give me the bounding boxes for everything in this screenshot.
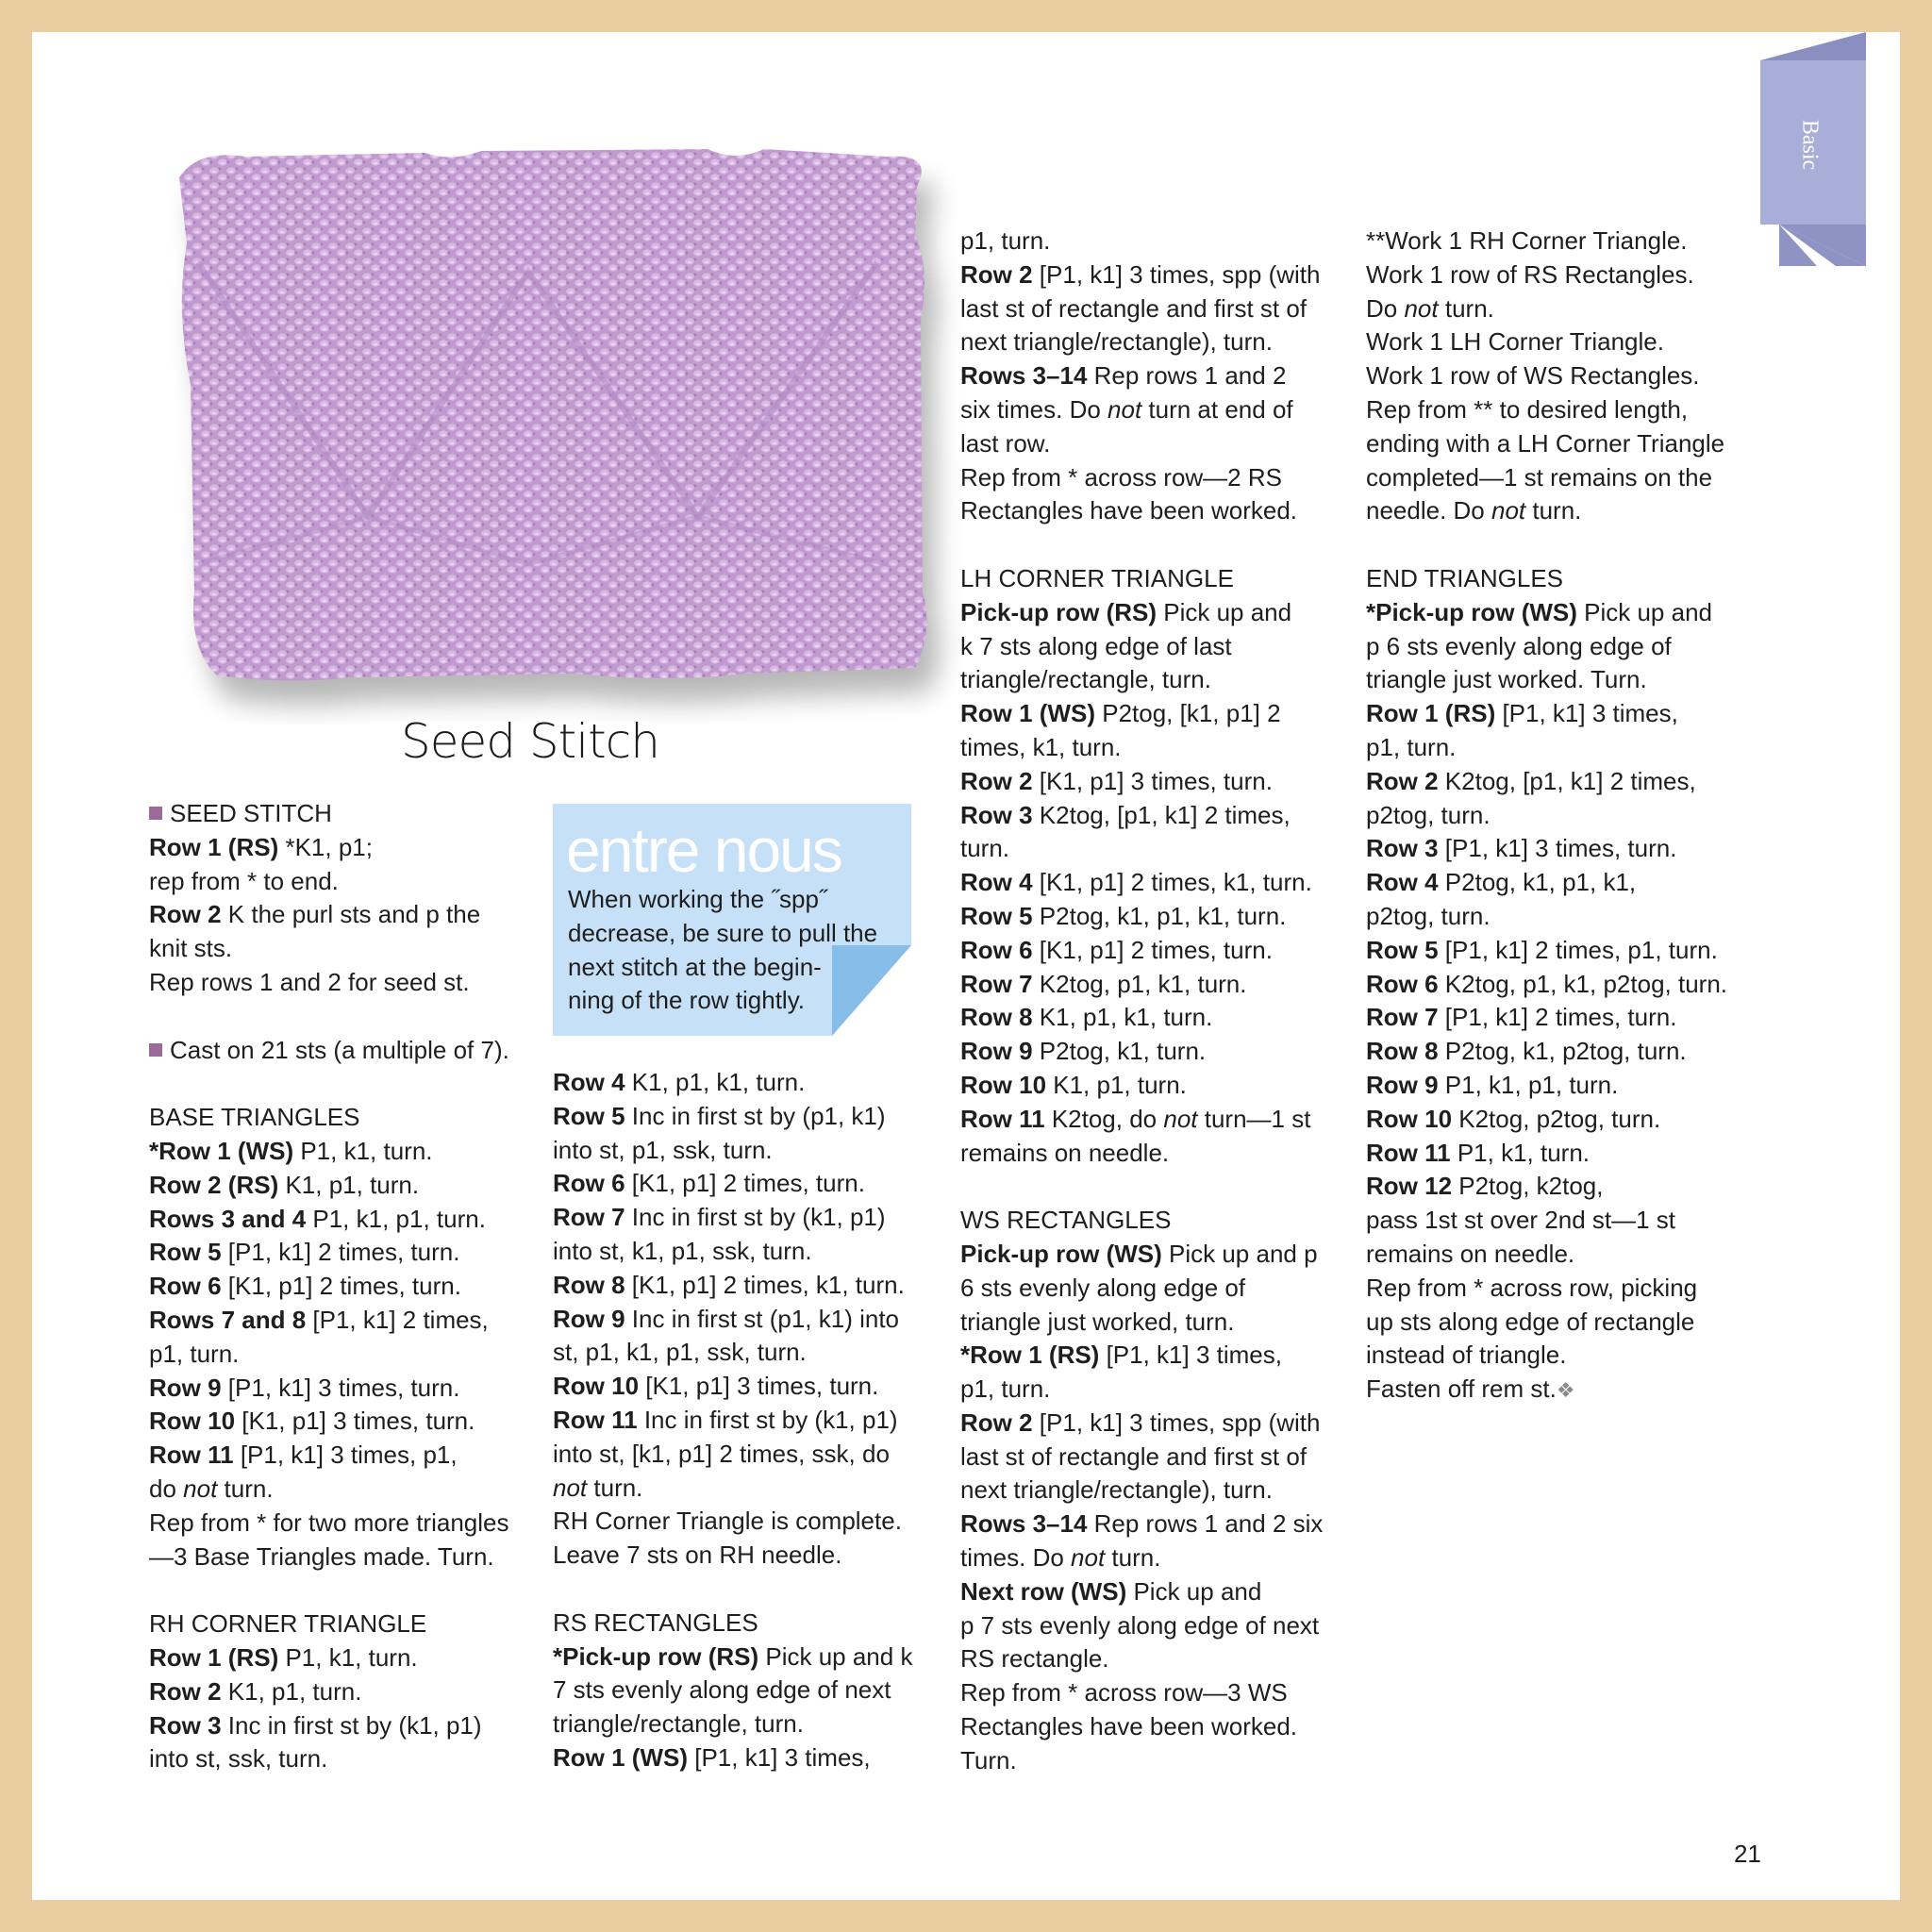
text-line: Row 2 [P1, k1] 3 times, spp (with [960, 1407, 1321, 1437]
text-line: Row 5 [P1, k1] 2 times, p1, turn. [1366, 935, 1718, 964]
text-line: next stitch at the begin- [568, 952, 822, 981]
text-line: Rows 3–14 Rep rows 1 and 2 six [960, 1509, 1324, 1539]
text-line: last row. [960, 428, 1051, 458]
text-line: RH Corner Triangle is complete. [553, 1507, 902, 1536]
bullet-icon [149, 1043, 162, 1057]
text-line: *Row 1 (WS) P1, k1, turn. [149, 1136, 433, 1165]
text-line: ending with a LH Corner Triangle [1366, 428, 1725, 458]
text-line: p1, turn. [149, 1339, 240, 1368]
text-line: Row 2 K1, p1, turn. [149, 1676, 362, 1706]
text-line: six times. Do not turn at end of [960, 394, 1293, 424]
text-line: Row 2 [K1, p1] 3 times, turn. [960, 766, 1273, 795]
text-line: completed—1 st remains on the [1366, 462, 1713, 491]
text-line: Row 1 (WS) P2tog, [k1, p1] 2 [960, 699, 1281, 728]
text-line: into st, k1, p1, ssk, turn. [553, 1236, 812, 1265]
text-line: RS rectangle. [960, 1644, 1109, 1674]
text-line: Rectangles have been worked. [960, 1712, 1298, 1741]
text-line: triangle/rectangle, turn. [553, 1709, 804, 1739]
tab-label: Basic [1797, 119, 1823, 171]
text-line: next triangle/rectangle), turn. [960, 327, 1273, 357]
text-line: Row 8 [K1, p1] 2 times, k1, turn. [553, 1270, 905, 1299]
base-triangles-heading: BASE TRIANGLES [149, 1103, 360, 1132]
text-line: into st, [k1, p1] 2 times, ssk, do [553, 1439, 890, 1468]
text-line: Fasten off rem st.❖ [1366, 1374, 1575, 1404]
text-line: do not turn. [149, 1474, 274, 1503]
text-line: Row 10 K2tog, p2tog, turn. [1366, 1104, 1661, 1133]
text-line: Turn. [960, 1745, 1017, 1774]
text-line: Rectangles have been worked. [960, 496, 1298, 525]
text-line: Rows 3 and 4 P1, k1, p1, turn. [149, 1204, 486, 1233]
pattern-title: Seed Stitch [401, 714, 659, 769]
text-line: Row 1 (RS) P1, k1, turn. [149, 1642, 418, 1672]
text-line: Rep from * across row, picking [1366, 1273, 1698, 1302]
text-line: Row 3 [P1, k1] 3 times, turn. [1366, 834, 1677, 863]
text-line: triangle just worked, turn. [960, 1307, 1235, 1336]
entre-nous-title: entre nous [566, 815, 841, 885]
text-line: Work 1 row of WS Rectangles. [1366, 361, 1700, 391]
text-line: next triangle/rectangle), turn. [960, 1475, 1273, 1505]
text-line: Row 4 [K1, p1] 2 times, k1, turn. [960, 868, 1312, 897]
text-line: Row 4 K1, p1, k1, turn. [553, 1068, 806, 1096]
text-line: p 6 sts evenly along edge of [1366, 631, 1672, 660]
text-line: Pick-up row (WS) Pick up and p [960, 1239, 1318, 1268]
cast-on-line: Cast on 21 sts (a multiple of 7). [149, 1034, 509, 1068]
text-line: times, k1, turn. [960, 732, 1122, 761]
text-line: instead of triangle. [1366, 1341, 1567, 1370]
bullet-icon [149, 807, 162, 820]
text-line: last st of rectangle and first st of [960, 1441, 1307, 1471]
text-line: Row 5 Inc in first st by (p1, k1) [553, 1101, 886, 1130]
rh-corner-triangle-heading: RH CORNER TRIANGLE [149, 1609, 427, 1639]
entre-nous-body [568, 883, 877, 1018]
text-line: Row 11 K2tog, do not turn—1 st [960, 1104, 1311, 1133]
text-line: Row 11 P1, k1, turn. [1366, 1138, 1590, 1167]
text-line: p 7 sts evenly along edge of next [960, 1610, 1320, 1640]
text-line: When working the ˝spp˝ [568, 885, 827, 913]
text-line: p1, turn. [1366, 732, 1457, 761]
text-line: Leave 7 sts on RH needle. [553, 1541, 842, 1570]
text-line: Row 9 [P1, k1] 3 times, turn. [149, 1373, 460, 1402]
text-line: times. Do not turn. [960, 1543, 1161, 1573]
end-triangles-heading: END TRIANGLES [1366, 563, 1564, 592]
text-line: ning of the row tightly. [568, 986, 805, 1015]
text-line: Rep rows 1 and 2 for seed st. [149, 967, 470, 996]
text-line: Row 10 [K1, p1] 3 times, turn. [553, 1372, 879, 1401]
text-line: 7 sts evenly along edge of next [553, 1675, 891, 1705]
page-number: 21 [1734, 1840, 1761, 1868]
text-line: needle. Do not turn. [1366, 496, 1582, 525]
text-line: remains on needle. [1366, 1239, 1575, 1268]
text-line: —3 Base Triangles made. Turn. [149, 1541, 494, 1571]
text-line: Row 7 Inc in first st by (k1, p1) [553, 1203, 886, 1232]
text-line: Row 1 (WS) [P1, k1] 3 times, [553, 1742, 871, 1772]
text-line: p1, turn. [960, 1374, 1051, 1404]
text-line: *Pick-up row (RS) Pick up and k [553, 1641, 913, 1671]
text-line: Row 9 Inc in first st (p1, k1) into [553, 1304, 900, 1333]
text-line: not turn. [553, 1473, 643, 1502]
text-line: decrease, be sure to pull the [568, 918, 878, 947]
text-line: last st of rectangle and first st of [960, 293, 1307, 323]
text-line: triangle just worked. Turn. [1366, 665, 1647, 694]
text-line: Rep from * across row—2 RS [960, 462, 1282, 491]
text-line: Row 5 P2tog, k1, p1, k1, turn. [960, 901, 1287, 930]
column-1 [149, 797, 509, 1776]
text-line: into st, ssk, turn. [149, 1744, 328, 1774]
text-line: Row 7 [P1, k1] 2 times, turn. [1366, 1003, 1677, 1032]
text-line: Row 8 P2tog, k1, p2tog, turn. [1366, 1037, 1687, 1066]
text-line: Row 3 Inc in first st by (k1, p1) [149, 1710, 482, 1740]
text-line: remains on needle. [960, 1138, 1170, 1167]
text-line: Row 2 K2tog, [p1, k1] 2 times, [1366, 766, 1696, 795]
text-line: triangle/rectangle, turn. [960, 665, 1211, 694]
text-line: pass 1st st over 2nd st—1 st [1366, 1206, 1676, 1235]
text-line: up sts along edge of rectangle [1366, 1307, 1695, 1336]
text-line: Row 11 [P1, k1] 3 times, p1, [149, 1441, 458, 1470]
text-line: Row 9 P1, k1, p1, turn. [1366, 1070, 1619, 1099]
text-line: Row 6 [K1, p1] 2 times, turn. [553, 1169, 865, 1198]
text-line: p2tog, turn. [1366, 800, 1491, 829]
text-line: Row 7 K2tog, p1, k1, turn. [960, 969, 1247, 998]
text-line: Pick-up row (RS) Pick up and [960, 597, 1292, 626]
text-line: p1, turn. [960, 226, 1051, 255]
seed-stitch-swatch-image [142, 121, 981, 724]
column-3 [960, 225, 1323, 1778]
text-line: knit sts. [149, 934, 233, 963]
lh-corner-triangle-heading: LH CORNER TRIANGLE [960, 563, 1234, 592]
text-line: Row 2 (RS) K1, p1, turn. [149, 1170, 420, 1199]
text-line: Rep from * across row—3 WS [960, 1678, 1288, 1707]
text-line: Row 3 K2tog, [p1, k1] 2 times, [960, 800, 1291, 829]
text-line: Row 6 [K1, p1] 2 times, turn. [149, 1272, 461, 1301]
text-line: Row 10 K1, p1, turn. [960, 1070, 1187, 1099]
end-mark-icon: ❖ [1556, 1378, 1575, 1403]
rs-rectangles-heading: RS RECTANGLES [553, 1607, 758, 1637]
text-line: Rows 7 and 8 [P1, k1] 2 times, [149, 1305, 489, 1334]
text-line: 6 sts evenly along edge of [960, 1273, 1246, 1302]
text-line: *Pick-up row (WS) Pick up and [1366, 597, 1712, 626]
ws-rectangles-heading: WS RECTANGLES [960, 1206, 1172, 1235]
text-line: Row 9 P2tog, k1, turn. [960, 1037, 1207, 1066]
text-line: Row 1 (RS) *K1, p1; [149, 832, 373, 861]
text-line: *Row 1 (RS) [P1, k1] 3 times, [960, 1341, 1282, 1370]
text-line: Row 2 [P1, k1] 3 times, spp (with [960, 259, 1321, 289]
text-line: st, p1, k1, p1, ssk, turn. [553, 1338, 807, 1367]
text-line: Row 1 (RS) [P1, k1] 3 times, [1366, 699, 1678, 728]
text-line: Do not turn. [1366, 293, 1494, 323]
text-line: Row 10 [K1, p1] 3 times, turn. [149, 1407, 475, 1436]
text-line: rep from * to end. [149, 866, 339, 895]
text-line: Work 1 LH Corner Triangle. [1366, 327, 1664, 357]
text-line: Work 1 row of RS Rectangles. [1366, 259, 1694, 289]
column-2 [553, 1066, 912, 1775]
text-line: Row 6 K2tog, p1, k1, p2tog, turn. [1366, 969, 1728, 998]
text-line: Row 5 [P1, k1] 2 times, turn. [149, 1238, 460, 1267]
text-line: Rows 3–14 Rep rows 1 and 2 [960, 361, 1287, 391]
text-line: Row 12 P2tog, k2tog, [1366, 1172, 1604, 1201]
text-line: Rep from ** to desired length, [1366, 394, 1689, 424]
text-line: Next row (WS) Pick up and [960, 1576, 1262, 1606]
text-line: Row 11 Inc in first st by (k1, p1) [553, 1405, 898, 1434]
text-line: into st, p1, ssk, turn. [553, 1135, 773, 1164]
text-line: p2tog, turn. [1366, 901, 1491, 930]
seed-stitch-heading: SEED STITCH [149, 797, 509, 831]
text-line: Rep from * for two more triangles [149, 1507, 509, 1537]
column-4 [1366, 225, 1727, 1407]
text-line: **Work 1 RH Corner Triangle. [1366, 226, 1688, 255]
text-line: k 7 sts along edge of last [960, 631, 1232, 660]
text-line: Row 4 P2tog, k1, p1, k1, [1366, 868, 1637, 897]
text-line: turn. [960, 834, 1010, 863]
text-line: Row 8 K1, p1, k1, turn. [960, 1003, 1213, 1032]
text-line: Row 6 [K1, p1] 2 times, turn. [960, 935, 1273, 964]
text-line: Row 2 K the purl sts and p the [149, 900, 481, 929]
